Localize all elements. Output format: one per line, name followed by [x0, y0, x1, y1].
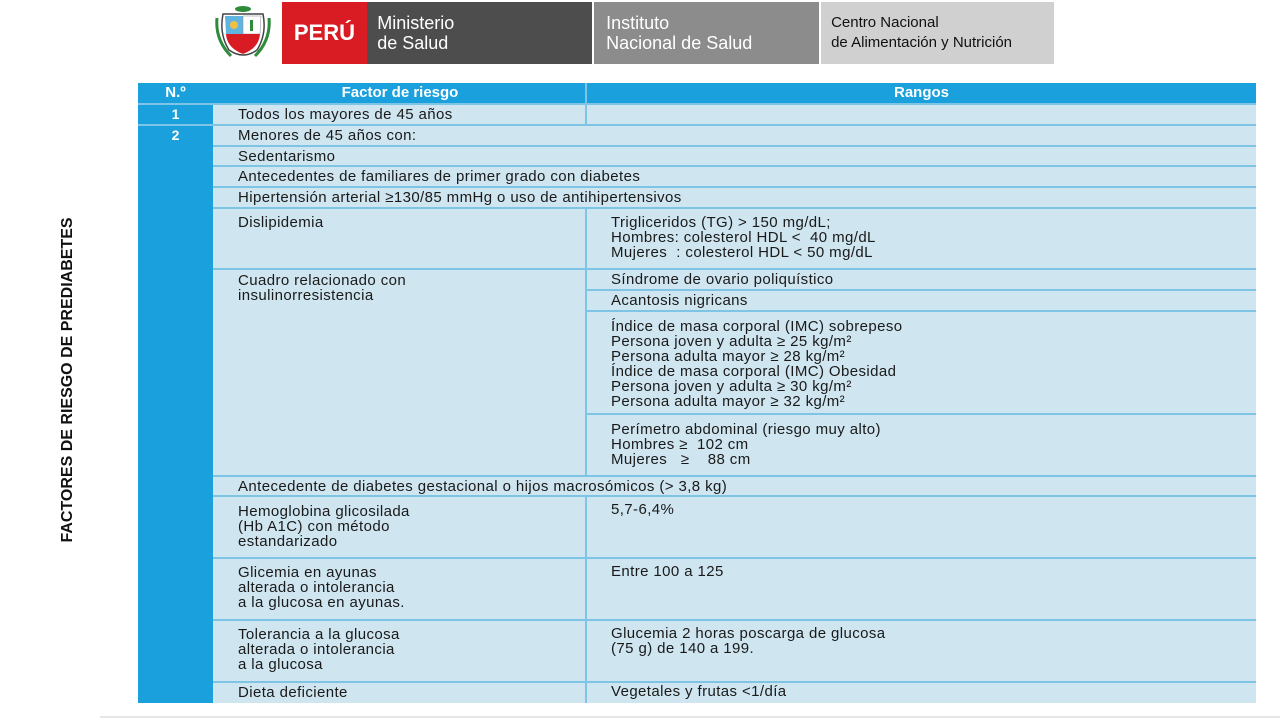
footer-rule	[100, 716, 1280, 718]
row-divider	[213, 186, 1256, 188]
cell-tolerancia: Tolerancia a la glucosa alterada o intolerancia a la glucosa	[238, 626, 400, 673]
ins-line1: Instituto	[606, 13, 670, 33]
row-divider	[585, 413, 1256, 415]
side-title: FACTORES DE RIESGO DE PREDIABETES	[59, 217, 76, 543]
number-column	[138, 83, 213, 703]
cell-dieta: Dieta deficiente	[238, 684, 348, 701]
cell-dislipidemia: Dislipidemia	[238, 214, 324, 231]
peru-coat-of-arms	[204, 2, 282, 64]
row-divider	[213, 268, 1256, 270]
cell-menores-45: Menores de 45 años con:	[238, 127, 417, 144]
row-number-2: 2	[171, 127, 180, 143]
header-logos	[204, 2, 1054, 64]
cell-insulinorresistencia: Cuadro relacionado con insulinorresistencia	[238, 272, 407, 304]
column-divider	[585, 83, 587, 124]
risk-factor-table	[138, 83, 1256, 703]
cell-sedentarismo: Sedentarismo	[238, 148, 336, 165]
header-factor: Factor de riesgo	[341, 84, 459, 101]
cell-hemoglobina-range: 5,7-6,4%	[611, 501, 675, 518]
header-number: N.º	[165, 84, 186, 101]
ministerio-logo-block	[367, 2, 592, 64]
cell-tolerancia-range: Glucemia 2 horas poscarga de glucosa (75 g) de 140 a 199.	[611, 625, 886, 657]
row-divider	[213, 475, 1256, 477]
cell-dieta-range: Vegetales y frutas <1/día	[611, 683, 787, 700]
cenan-line2: de Alimentación y Nutrición	[831, 34, 1013, 51]
cenan-logo-block	[821, 2, 1054, 64]
row-divider	[213, 145, 1256, 147]
cell-antecedentes-familiares: Antecedentes de familiares de primer grado con diabetes	[238, 168, 641, 185]
row-divider	[138, 124, 1256, 126]
column-divider	[585, 207, 587, 475]
ministerio-line2: de Salud	[377, 33, 449, 53]
cell-perimetro-abdominal: Perímetro abdominal (riesgo muy alto) Hombres ≥ 102 cm Mujeres ≥ 88 cm	[611, 421, 881, 468]
row-divider	[585, 289, 1256, 291]
cell-acantosis: Acantosis nigricans	[611, 292, 748, 309]
row-divider	[213, 495, 1256, 497]
ministerio-line1: Ministerio	[377, 13, 455, 33]
row-divider	[213, 557, 1256, 559]
cell-mayores-45: Todos los mayores de 45 años	[238, 106, 453, 123]
cell-hipertension: Hipertensión arterial ≥130/85 mmHg o uso de antihipertensivos	[238, 189, 682, 206]
coat-of-arms-icon	[215, 4, 271, 62]
cell-dislipidemia-range: Trigliceridos (TG) > 150 mg/dL; Hombres: colesterol HDL < 40 mg/dL Mujeres : colesterol HDL < 50 mg/dL	[611, 214, 876, 261]
cenan-line1: Centro Nacional	[831, 14, 939, 31]
row-divider	[213, 165, 1256, 167]
row-divider	[213, 207, 1256, 209]
cell-glicemia: Glicemia en ayunas alterada o intolerancia a la glucosa en ayunas.	[238, 564, 405, 611]
row-divider	[138, 103, 1256, 105]
ins-line2: Nacional de Salud	[606, 33, 753, 53]
cell-hemoglobina: Hemoglobina glicosilada (Hb A1C) con método estandarizado	[238, 503, 410, 550]
row-divider	[585, 310, 1256, 312]
header-ranges: Rangos	[893, 84, 949, 101]
peru-logo-block: PERÚ	[282, 2, 368, 64]
ins-logo-block	[594, 2, 819, 64]
row-number-1: 1	[171, 106, 180, 122]
cell-diabetes-gestacional: Antecedente de diabetes gestacional o hijos macrosómicos (> 3,8 kg)	[238, 478, 728, 495]
row-divider	[213, 619, 1256, 621]
column-divider	[585, 495, 587, 703]
cell-ovario-poliquistico: Síndrome de ovario poliquístico	[611, 271, 834, 288]
cell-imc-ranges: Índice de masa corporal (IMC) sobrepeso Persona joven y adulta ≥ 25 kg/m² Persona adulta mayor ≥ 28 kg/m² Índice de masa corporal (IMC) Obesidad Persona joven y adulta ≥ 30 kg/m² Persona adulta mayor ≥ 32 kg/m²	[611, 318, 903, 410]
cell-glicemia-range: Entre 100 a 125	[611, 563, 724, 580]
